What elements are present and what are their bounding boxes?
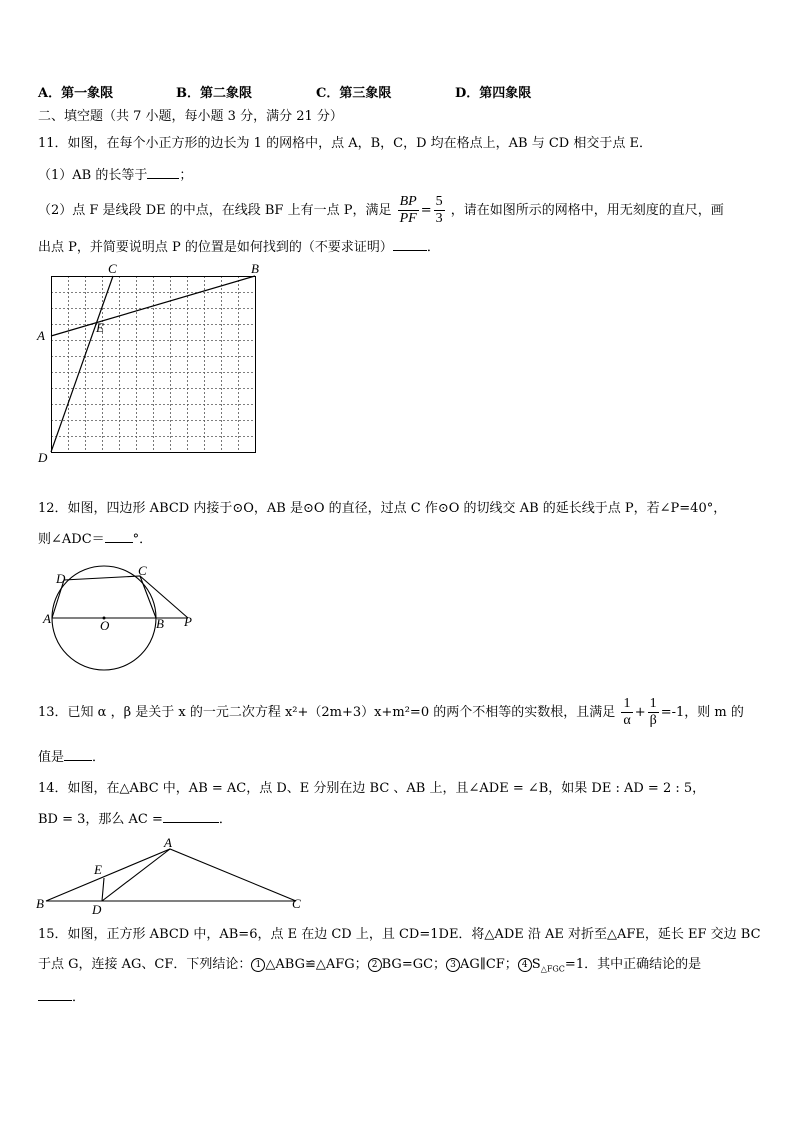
q11-fraction-bp-pf: $\frac{BP}{PF}$ xyxy=(399,194,417,226)
q11-part1: （1）AB 的长等于 ； xyxy=(38,168,193,183)
q15-circled-3: 3 xyxy=(446,958,460,972)
q14-label-b: B xyxy=(36,896,44,911)
q13-fraction-1-alpha: $\frac{1}{\alpha}$ xyxy=(623,696,631,728)
q11-label-c: C xyxy=(108,262,117,276)
q12-label-p: P xyxy=(184,614,192,629)
q11-grid-figure xyxy=(34,262,266,466)
choice-c: C．第三象限 xyxy=(316,86,392,101)
q12-label-o: O xyxy=(100,618,110,633)
q12-label-c: C xyxy=(138,564,147,578)
q11-part2: （2）点 F 是线段 DE 的中点，在线段 BF 上有一点 P，满足 $\frac{BP}{PF}$ = $\frac{5}{3}$ ，请在如图所示的网格中，用无刻度的直尺，画 xyxy=(38,194,724,226)
q13-line2: 值是 ． xyxy=(38,750,106,765)
q14-answer-blank[interactable] xyxy=(163,810,219,823)
q11-stem: 11．如图，在每个小正方形的边长为 1 的网格中，点 A，B，C，D 均在格点上，AB 与 CD 相交于点 E． xyxy=(38,136,652,151)
q13-answer-blank[interactable] xyxy=(64,748,92,761)
q14-label-a: A xyxy=(164,835,172,850)
q11-answer-blank-1[interactable] xyxy=(147,166,179,179)
q12-circle-figure xyxy=(38,564,198,672)
q12-line2: 则∠ADC＝ °． xyxy=(38,532,153,547)
choice-b: B．第二象限 xyxy=(176,86,253,101)
section-heading: 二、填空题（共 7 小题，每小题 3 分，满分 21 分） xyxy=(38,109,343,124)
q12-label-a: A xyxy=(43,611,51,626)
q15-line3: ． xyxy=(38,988,85,1007)
q11-label-e: E xyxy=(96,320,104,335)
q11-fraction-5-3: $\frac{5}{3}$ xyxy=(435,194,443,226)
q11-label-d: D xyxy=(38,450,48,465)
q14-triangle-figure xyxy=(34,834,310,916)
q12-label-b: B xyxy=(156,616,164,631)
q14-line1: 14．如图，在△ABC 中，AB = AC，点 D、E 分别在边 BC 、AB 上，且∠ADE = ∠B，如果 DE : AD = 2 : 5， xyxy=(38,781,706,796)
q11-answer-blank-2[interactable] xyxy=(393,238,427,251)
q15-circled-4: 4 xyxy=(518,958,532,972)
q15-line2: 于点 G，连接 AG、CF．下列结论： 1 △ABG≌△AFG； 2 BG=GC； 3 AG∥CF； 4 $S_{\triangle FGC}=1$．其中正确结论的是 xyxy=(38,957,702,974)
choice-d: D．第四象限 xyxy=(455,86,532,101)
q15-circled-1: 1 xyxy=(251,958,265,972)
q14-label-e: E xyxy=(94,862,102,877)
q12-answer-blank[interactable] xyxy=(105,530,133,543)
choice-a: A．第一象限 xyxy=(38,86,114,101)
q11-label-a: A xyxy=(37,328,45,343)
q15-line1: 15．如图，正方形 ABCD 中，AB=6，点 E 在边 CD 上，且 CD=1DE．将△ADE 沿 AE 对折至△AFE，延长 EF 交边 BC xyxy=(38,927,761,942)
q13-line1: 13．已知 α ，β 是关于 x 的一元二次方程 x²+（2m+3）x+m²=0 的两个不相等的实数根，且满足 $\frac{1}{\alpha}$ + $\frac{1}{\beta}$ =-1，则 m 的 xyxy=(38,696,744,728)
q15-answer-blank[interactable] xyxy=(38,988,72,1001)
q12-label-d: D xyxy=(56,571,66,586)
q11-label-b: B xyxy=(251,262,259,276)
q15-circled-2: 2 xyxy=(368,958,382,972)
q14-label-d: D xyxy=(92,902,102,916)
q13-fraction-1-beta: $\frac{1}{\beta}$ xyxy=(649,696,657,728)
q14-line2: BD = 3，那么 AC = ． xyxy=(38,812,232,827)
q12-line1: 12．如图，四边形 ABCD 内接于⊙O，AB 是⊙O 的直径，过点 C 作⊙O 的切线交 AB 的延长线于点 P，若∠P=40°， xyxy=(38,501,727,516)
q14-label-c: C xyxy=(292,896,301,911)
q11-part2-line2: 出点 P，并简要说明点 P 的位置是如何找到的（不要求证明） ． xyxy=(38,240,440,255)
